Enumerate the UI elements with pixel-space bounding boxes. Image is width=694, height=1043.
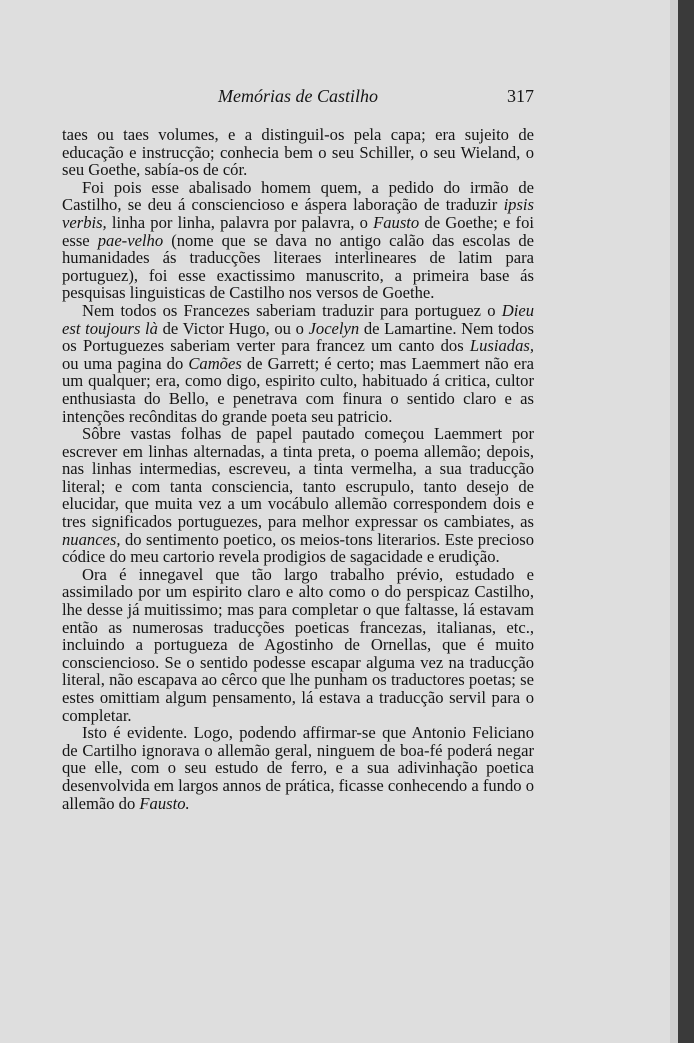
text-run: Sôbre vastas folhas de papel pautado começou Laemmert por escrever em linhas alternadas, a tinta preta, o poema allemão; depois, nas linhas intermedias, escreveu, a tinta vermelha, a sua traducção literal; e com tanta consciencia, tanto escrupulo, tanto desejo de elucidar, que muita vez a um vocábulo allemão correspondem dois e tres significados portuguezes, para melhor expressar os cambiates, as <box>62 424 534 532</box>
italic-text-run: Camões <box>188 353 242 373</box>
text-run: Foi pois esse abalisado homem quem, a pedido do irmão de Castilho, se deu á consciencioso e áspera laboração de traduzir <box>62 177 534 215</box>
text-run: ou uma pagina do <box>62 353 189 373</box>
text-run: (nome que se dava no antigo calão das escolas de humanidades ás traducções literaes interlineares de latim para portuguez), foi esse exactissimo manuscrito, a primeira base ás pesquisas linguisticas de Castilho nos versos de Goethe. <box>62 230 534 303</box>
text-run: de Lamartine. Nem todos os Portuguezes saberiam verter para francez um canto dos <box>62 318 534 356</box>
paragraph <box>62 425 534 566</box>
text-run: Ora é innegavel que tão largo trabalho prévio, estudado e assimilado por um espirito claro e alto como o do perspicaz Castilho, lhe desse já muitissimo; mas para completar o que faltasse, lá estavam então as numerosas traducções poeticas francezas, italianas, etc., incluindo a portugueza de Agostinho de Ornellas, que é muito consciencioso. Se o sentido podesse escapar alguma vez na traducção literal, não escapava ao cêrco que lhe punham os traductores poetas; se estes omittiam algum pensamento, lá estava a traducção servil para o completar. <box>62 564 534 725</box>
paragraph <box>62 126 534 179</box>
text-run: taes ou taes volumes, e a distinguil-os pela capa; era sujeito de educação e instrucção; conhecia bem o seu Schiller, o seu Wieland, o seu Goethe, sabía-os de cór. <box>62 125 534 180</box>
italic-text-run: Lusiadas, <box>469 336 534 356</box>
running-head <box>62 86 534 110</box>
italic-text-run: Fausto. <box>139 793 190 813</box>
body-text <box>62 126 534 812</box>
text-run: de Goethe; e foi esse <box>62 212 534 250</box>
italic-text-run: ipsis verbis, <box>62 195 534 232</box>
text-run: linha por linha, palavra por palavra, o <box>106 212 374 232</box>
paragraph <box>62 302 534 425</box>
book-spine <box>678 0 694 1043</box>
italic-text-run: Jocelyn <box>308 318 360 338</box>
page-number: 317 <box>507 86 534 106</box>
text-run: do sentimento poetico, os meios-tons literarios. Este precioso códice do meu cartorio revela prodigios de sagacidade e erudição. <box>62 529 534 567</box>
paragraph <box>62 724 534 812</box>
paragraph <box>62 179 534 302</box>
italic-text-run: nuances, <box>62 529 121 549</box>
page-gutter <box>670 0 678 1043</box>
text-run: de Victor Hugo, ou o <box>157 318 309 338</box>
text-run: Nem todos os Francezes saberiam traduzir para portuguez o <box>82 300 502 320</box>
text-run: Isto é evidente. Logo, podendo affirmar-se que Antonio Feliciano de Cartilho ignorava o allemão geral, ninguem de boa-fé poderá negar que elle, com o seu estudo de ferro, e a sua adivinhação poetica desenvolvida em largos annos de prática, ficasse conhecendo a fundo o allemão do <box>62 723 534 813</box>
text-run: de Garrett; é certo; mas Laemmert não era um qualquer; era, como digo, espirito culto, habituado á critica, cultor enthusiasta do Bello, e penetrava com finura o sentido claro e as intenções recônditas do grande poeta seu patricio. <box>62 353 534 426</box>
paragraph <box>62 566 534 724</box>
running-title: Memórias de Castilho <box>218 86 378 106</box>
italic-text-run: Dieu est toujours là <box>62 300 534 338</box>
italic-text-run: pae-velho <box>97 230 164 250</box>
italic-text-run: Fausto <box>373 212 420 232</box>
